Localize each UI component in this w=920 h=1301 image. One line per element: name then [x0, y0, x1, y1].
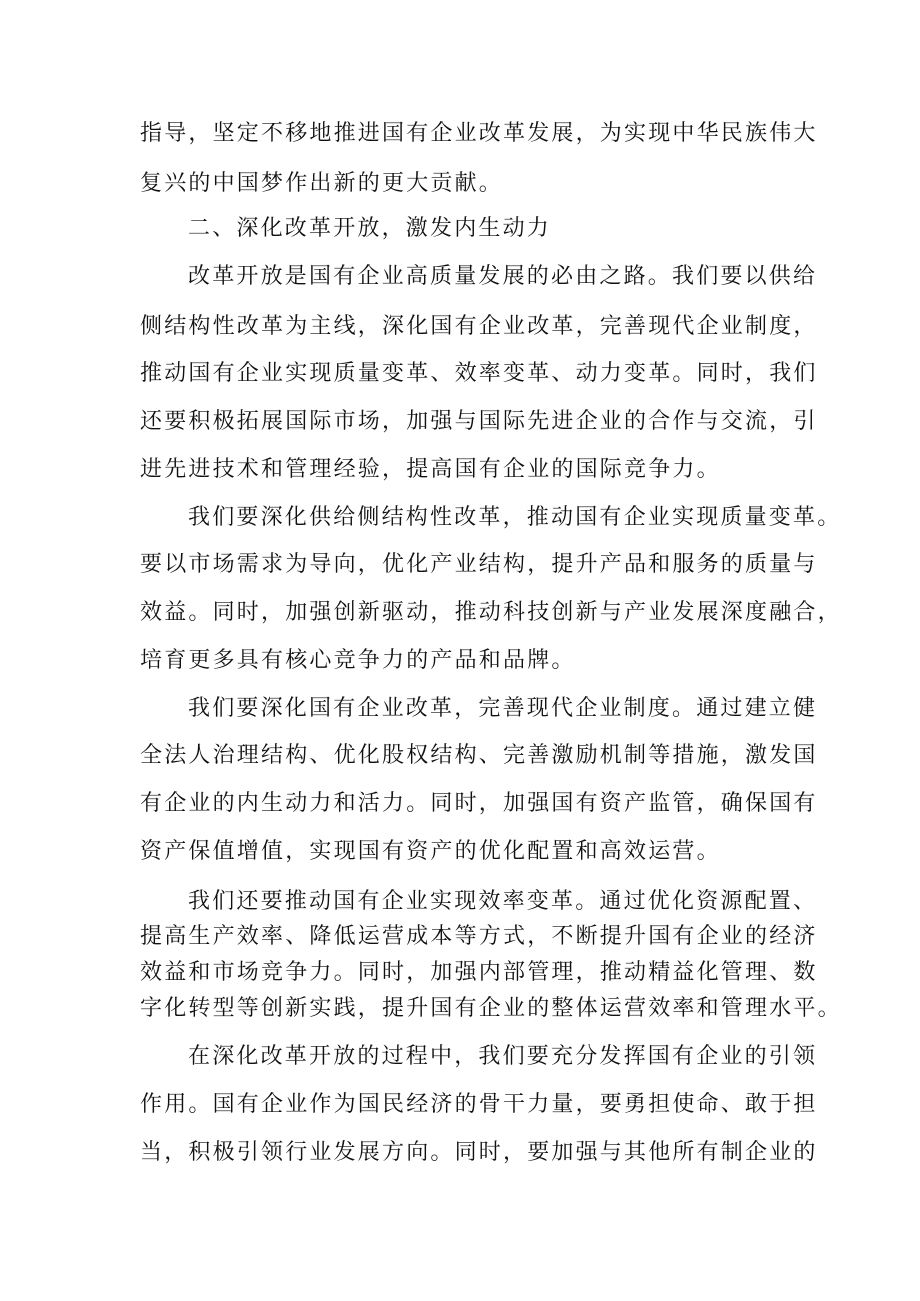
text-line: 字化转型等创新实践，提升国有企业的整体运营效率和管理水平。 — [140, 996, 842, 1021]
text-line: 侧结构性改革为主线，深化国有企业改革，完善现代企业制度， — [140, 314, 818, 339]
text-line: 当，积极引领行业发展方向。同时，要加强与其他所有制企业的 — [140, 1140, 818, 1165]
text-line: 复兴的中国梦作出新的更大贡献。 — [140, 171, 504, 196]
text-line: 我们要深化供给侧结构性改革，推动国有企业实现质量变革。 — [188, 505, 842, 530]
text-line: 有企业的内生动力和活力。同时，加强国有资产监管，确保国有 — [140, 791, 818, 816]
text-line: 指导，坚定不移地推进国有企业改革发展，为实现中华民族伟大 — [140, 121, 818, 146]
text-line: 我们要深化国有企业改革，完善现代企业制度。通过建立健 — [188, 696, 818, 721]
text-line: 全法人治理结构、优化股权结构、完善激励机制等措施，激发国 — [140, 743, 818, 768]
text-line: 进先进技术和管理经验，提高国有企业的国际竞争力。 — [140, 457, 721, 482]
text-line: 改革开放是国有企业高质量发展的必由之路。我们要以供给 — [188, 264, 818, 289]
text-line: 效益。同时，加强创新驱动，推动科技创新与产业发展深度融合， — [140, 600, 842, 625]
text-line: 我们还要推动国有企业实现效率变革。通过优化资源配置、 — [188, 889, 818, 914]
text-line: 培育更多具有核心竞争力的产品和品牌。 — [140, 648, 576, 673]
text-line: 推动国有企业实现质量变革、效率变革、动力变革。同时，我们 — [140, 361, 818, 386]
text-line: 还要积极拓展国际市场，加强与国际先进企业的合作与交流，引 — [140, 409, 818, 434]
text-line: 资产保值增值，实现国有资产的优化配置和高效运营。 — [140, 839, 721, 864]
text-line: 提高生产效率、降低运营成本等方式，不断提升国有企业的经济 — [140, 924, 818, 949]
text-line: 效益和市场竞争力。同时，加强内部管理，推动精益化管理、数 — [140, 960, 818, 985]
text-line: 作用。国有企业作为国民经济的骨干力量，要勇担使命、敢于担 — [140, 1092, 818, 1117]
text-line: 要以市场需求为导向，优化产业结构，提升产品和服务的质量与 — [140, 552, 818, 577]
text-line: 在深化改革开放的过程中，我们要充分发挥国有企业的引领 — [188, 1044, 818, 1069]
section-heading: 二、深化改革开放，激发内生动力 — [188, 216, 552, 241]
